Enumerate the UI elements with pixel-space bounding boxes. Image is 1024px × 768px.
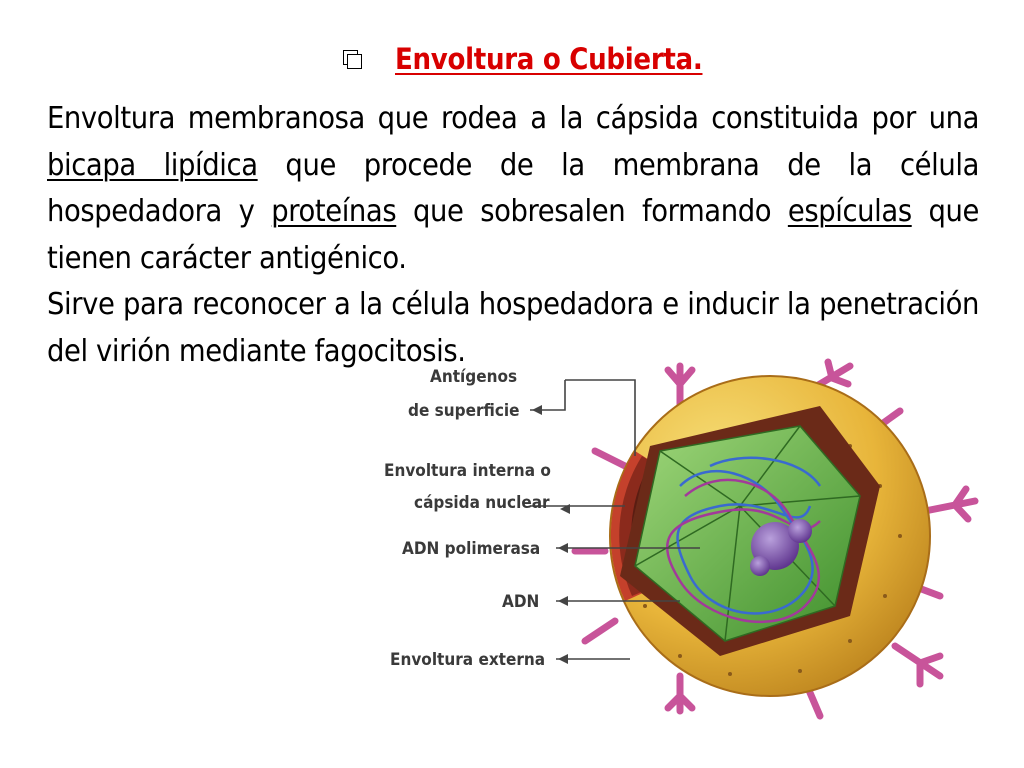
body-text-paragraph-2: Sirve para reconocer a la célula hospedadora e inducir la penetración del virión mediante fagocitosis.: [47, 287, 979, 369]
body-text-segment: que sobresalen formando: [396, 194, 788, 229]
body-text-segment: que procede de la membrana de la célula hospedadora y: [47, 147, 979, 229]
label-inner-envelope-line1: Envoltura interna o: [384, 461, 551, 481]
label-dna: ADN: [502, 592, 540, 612]
label-dna-polymerase: ADN polimerasa: [402, 539, 541, 559]
body-text: [47, 96, 979, 375]
label-outer-envelope: Envoltura externa: [390, 650, 546, 670]
label-antigens-line1: Antígenos: [430, 367, 518, 387]
term-espiculas: espículas: [787, 194, 912, 229]
body-text-segment: que tienen carácter antigénico.: [47, 194, 979, 276]
label-antigens-line2: de superficie: [408, 401, 520, 421]
title-row: [343, 42, 702, 76]
body-text-segment: Envoltura membranosa que rodea a la cápsida constituida por una: [47, 101, 979, 136]
slide-title: Envoltura o Cubierta.: [395, 42, 703, 76]
term-proteinas: proteínas: [271, 194, 397, 229]
label-inner-envelope-line2: cápsida nuclear: [414, 493, 550, 513]
term-bicapa-lipidica: bicapa lipídica: [47, 147, 258, 183]
checkbox-bullet-icon: [343, 50, 361, 68]
virus-diagram: [380, 356, 980, 726]
